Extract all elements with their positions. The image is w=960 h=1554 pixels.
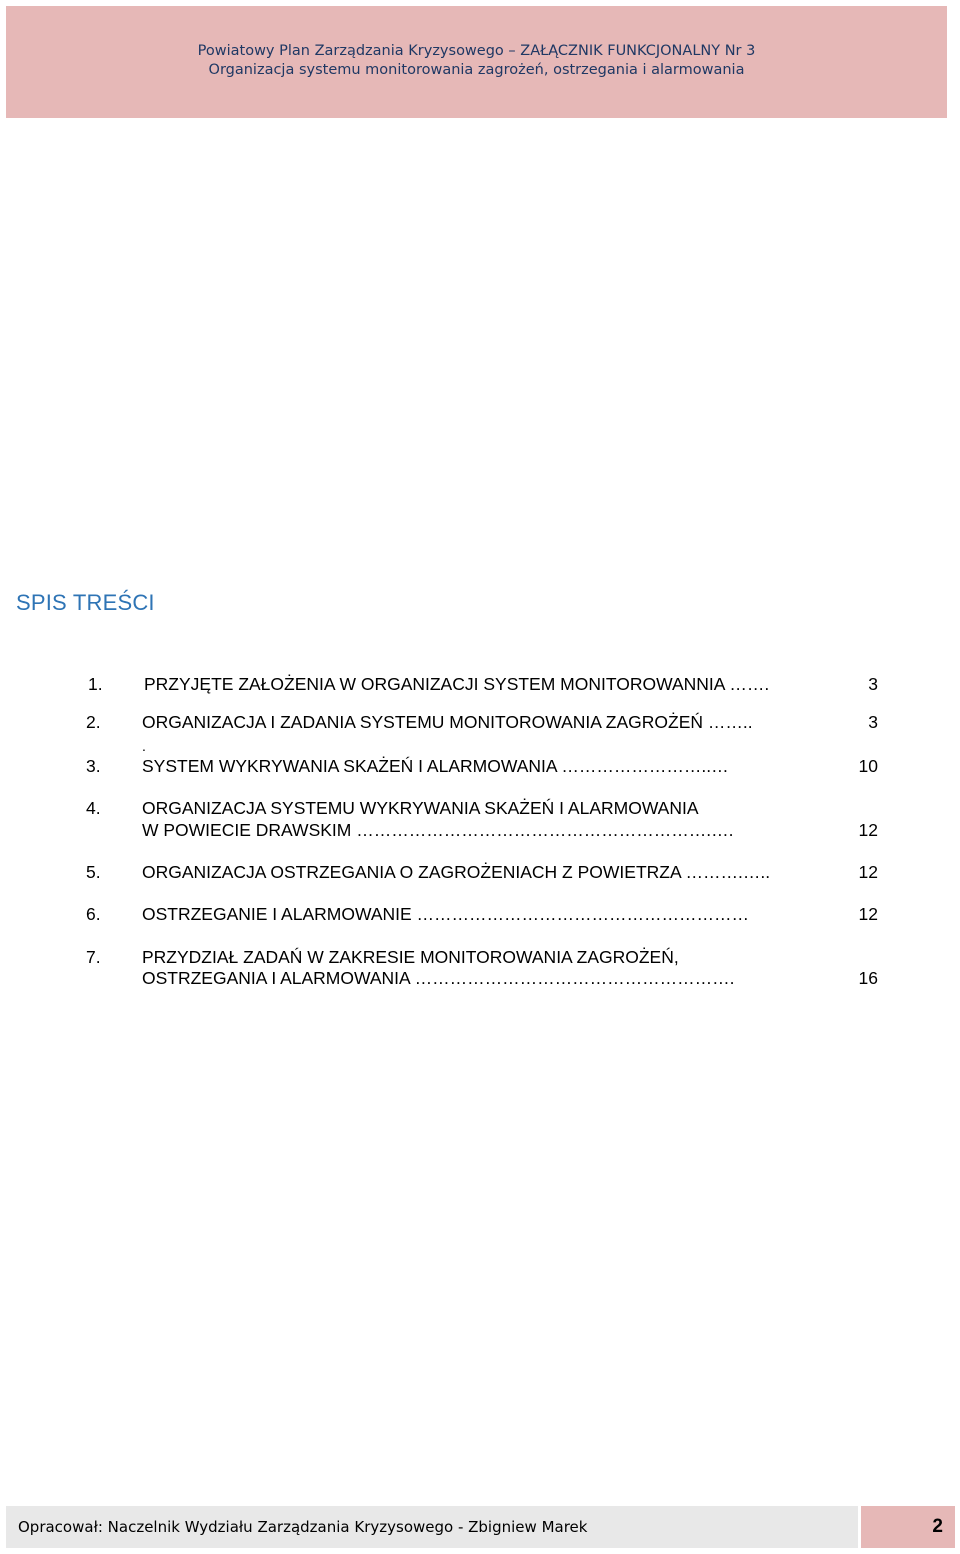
toc-entry-title-line2: OSTRZEGANIA I ALARMOWANIA ………………………………………………. [142, 968, 735, 988]
header-title: Powiatowy Plan Zarządzania Kryzysowego – ZAŁĄCZNIK FUNKCJONALNY Nr 3 [197, 43, 756, 59]
toc-entry-title: ORGANIZACJA I ZADANIA SYSTEMU MONITOROWANIA ZAGROŻEŃ …….. [142, 712, 753, 732]
toc-entry-number: 7. [86, 947, 101, 967]
toc-entry-page: 3 [868, 712, 878, 732]
toc-entry-title-line1: ORGANIZACJA SYSTEMU WYKRYWANIA SKAŻEŃ I ALARMOWANIA [142, 798, 699, 818]
toc-entry-page: 3 [868, 674, 878, 694]
toc-entry-title: SYSTEM WYKRYWANIA SKAŻEŃ I ALARMOWANIA ……………………..… [142, 756, 729, 776]
stray-dot: . [142, 738, 146, 754]
toc-entry-number: 5. [86, 862, 101, 882]
toc-entry-title-line2: W POWIECIE DRAWSKIM …………………………………………………….…. [142, 820, 734, 840]
toc-entry-title-line1: PRZYDZIAŁ ZADAŃ W ZAKRESIE MONITOROWANIA ZAGROŻEŃ, [142, 947, 679, 967]
toc-entry-page: 12 [858, 904, 878, 924]
header-subtitle: Organizacja systemu monitorowania zagrożeń, ostrzegania i alarmowania [208, 62, 745, 78]
toc-entry-title: PRZYJĘTE ZAŁOŻENIA W ORGANIZACJI SYSTEM MONITOROWANNIA ……. [144, 674, 770, 694]
toc-entry-page: 10 [858, 756, 878, 776]
footer-page-number: 2 [861, 1506, 955, 1548]
page-header [6, 6, 947, 118]
toc-entry-page: 12 [858, 820, 878, 840]
toc-entry-title: ORGANIZACJA OSTRZEGANIA O ZAGROŻENIACH Z POWIETRZA ……….….. [142, 862, 771, 882]
toc-entry-number: 3. [86, 756, 101, 776]
toc-entry-page: 12 [858, 862, 878, 882]
toc-entry-number: 6. [86, 904, 101, 924]
toc-entry-title: OSTRZEGANIE I ALARMOWANIE ………………………………………………… [142, 904, 750, 924]
toc-entry-number: 1. [88, 674, 103, 694]
footer-author: Opracował: Naczelnik Wydziału Zarządzania Kryzysowego - Zbigniew Marek [6, 1506, 858, 1548]
toc-title: SPIS TREŚCI [16, 590, 155, 615]
toc-entry-page: 16 [858, 968, 878, 988]
toc-entry-number: 2. [86, 712, 101, 732]
toc-entry-number: 4. [86, 798, 101, 818]
